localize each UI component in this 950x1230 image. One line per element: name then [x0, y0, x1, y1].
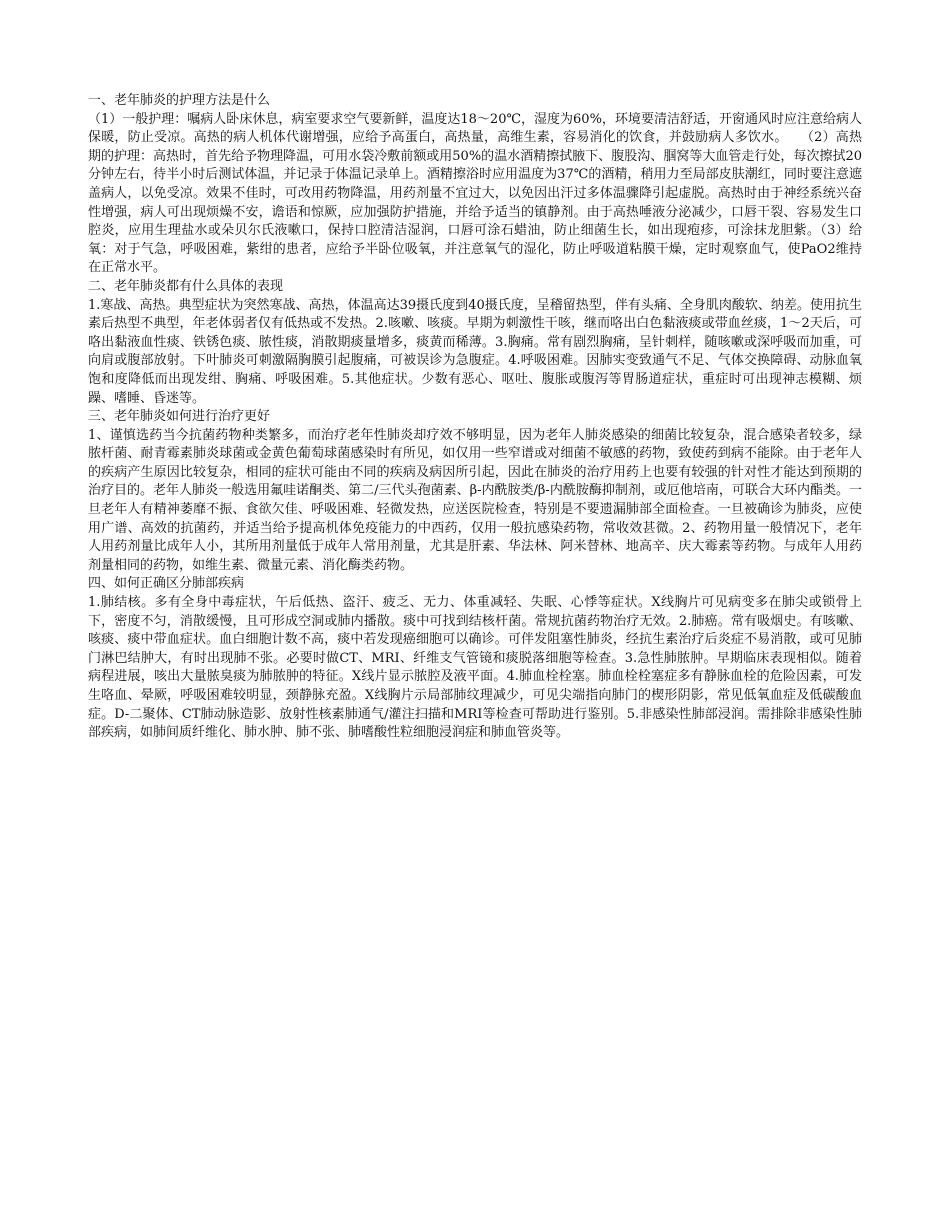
section-heading: 三、老年肺炎如何进行治疗更好 [88, 409, 271, 425]
section-paragraph: （1）一般护理：嘱病人卧床休息，病室要求空气要新鲜，温度达18～20℃，湿度为60%，环境要清洁舒适，开窗通风时应注意给病人保暖，防止受凉。高热的病人机体代谢增强，应给予高蛋白，高热量，高维生素，容易消化的饮食，并鼓励病人多饮水。 （2）高热期的护理：高热时，首先给予物理降温，可用水袋冷敷前额或用50%的温水酒精擦拭腋下、腹股沟、腘窝等大血管走行处，每次擦拭20分钟左右，待半小时后测试体温，并记录于体温记录单上。酒精擦浴时应用温度为37℃的酒精，稍用力至局部皮肤潮红，同时要注意遮盖病人，以免受凉。效果不佳时，可改用药物降温，用药剂量不宜过大，以免因出汗过多体温骤降引起虚脱。高热时由于神经系统兴奋性增强，病人可出现烦燥不安，谵语和惊厥，应加强防护措施，并给予适当的镇静剂。由于高热唾液分泌减少，口唇干裂、容易发生口腔炎，应用生理盐水或朵贝尔氏液嗽口，保持口腔清洁湿润，口唇可涂石蜡油，防止细菌生长，如出现疱疹，可涂抹龙胆紫。（3）给氧：对于气急，呼吸困难，紫绀的患者，应给予半卧位吸氧，并注意氧气的湿化，防止呼吸道粘膜干燥，定时观察血气，使PaO2维持在正常水平。 [88, 111, 862, 276]
section-paragraph: 1.寒战、高热。典型症状为突然寒战、高热，体温高达39摄氏度到40摄氏度，呈稽留热型，伴有头痛、全身肌肉酸软、纳差。使用抗生素后热型不典型，年老体弱者仅有低热或不发热。2.咳嗽、咳痰。早期为刺激性干咳，继而咯出白色黏液痰或带血丝痰，1～2天后，可咯出黏液血性痰、铁锈色痰、脓性痰，消散期痰量增多，痰黄而稀薄。3.胸痛。常有剧烈胸痛，呈针刺样，随咳嗽或深呼吸而加重，可向肩或腹部放射。下叶肺炎可刺激隔胸膜引起腹痛，可被误诊为急腹症。4.呼吸困难。因肺实变致通气不足、气体交换障碍、动脉血氧饱和度降低而出现发绀、胸痛、呼吸困难。5.其他症状。少数有恶心、呕吐、腹胀或腹泻等胃肠道症状，重症时可出现神志模糊、烦躁、嗜睡、昏迷等。 [88, 297, 862, 406]
section-heading: 二、老年肺炎都有什么具体的表现 [88, 278, 284, 294]
section-heading: 四、如何正确区分肺部疾病 [88, 576, 245, 592]
section-nursing-methods [88, 92, 862, 278]
section-heading: 一、老年肺炎的护理方法是什么 [88, 93, 271, 108]
section-symptoms [88, 278, 862, 408]
section-paragraph: 1、谨慎选药当今抗菌药物种类繁多，而治疗老年性肺炎却疗效不够明显，因为老年人肺炎感染的细菌比较复杂，混合感染者较多，绿脓杆菌、耐青霉素肺炎球菌或金黄色葡萄球菌感染时有所见，如仅用一些窄谱或对细菌不敏感的药物，致使药到病不能除。由于老年人的疾病产生原因比较复杂，相同的症状可能由不同的疾病及病因所引起，因此在肺炎的治疗用药上也要有较强的针对性才能达到预期的治疗目的。老年人肺炎一般选用氟哇诺酮类、第二/三代头孢菌素、β-内酰胺类/β-内酰胺酶抑制剂，或厄他培南，可联合大环内酯类。一旦老年人有精神萎靡不振、食欲欠佳、呼吸困难、轻微发热，应送医院检查，特别是不要遗漏肺部全面检查。一旦被确诊为肺炎，应使用广谱、高效的抗菌药，并适当给予提高机体免疫能力的中西药，仅用一般抗感染药物，常收效甚微。2、药物用量一般情况下，老年人用药剂量比成年人小，其所用剂量低于成年人常用剂量，尤其是肝素、华法林、阿米替林、地高辛、庆大霉素等药物。与成年人用药剂量相同的药物，如维生素、微量元素、消化酶类药物。 [88, 427, 862, 573]
section-treatment [88, 408, 862, 575]
section-differential-diagnosis [88, 575, 862, 742]
section-paragraph: 1.肺结核。多有全身中毒症状，午后低热、盗汗、疲乏、无力、体重减轻、失眠、心悸等症状。X线胸片可见病变多在肺尖或锁骨上下，密度不匀，消散缓慢，且可形成空洞或肺内播散。痰中可找到结核杆菌。常规抗菌药物治疗无效。2.肺癌。常有吸烟史。有咳嗽、咳痰、痰中带血症状。血白细胞计数不高，痰中若发现癌细胞可以确诊。可伴发阻塞性肺炎，经抗生素治疗后炎症不易消散，或可见肺门淋巴结肿大，有时出现肺不张。必要时做CT、MRI、纤维支气管镜和痰脱落细胞等检查。3.急性肺脓肿。早期临床表现相似。随着病程进展，咳出大量脓臭痰为肺脓肿的特征。X线片显示脓腔及液平面。4.肺血栓栓塞。肺血栓栓塞症多有静脉血栓的危险因素，可发生咯血、晕厥，呼吸困难较明显，颈静脉充盈。X线胸片示局部肺纹理减少，可见尖端指向肺门的楔形阴影，常见低氧血症及低碳酸血症。D-二聚体、CT肺动脉造影、放射性核素肺通气/灌注扫描和MRI等检查可帮助进行鉴别。5.非感染性肺部浸润。需排除非感染性肺部疾病，如肺间质纤维化、肺水肿、肺不张、肺嗜酸性粒细胞浸润症和肺血管炎等。 [88, 595, 862, 741]
document-page [88, 92, 862, 743]
